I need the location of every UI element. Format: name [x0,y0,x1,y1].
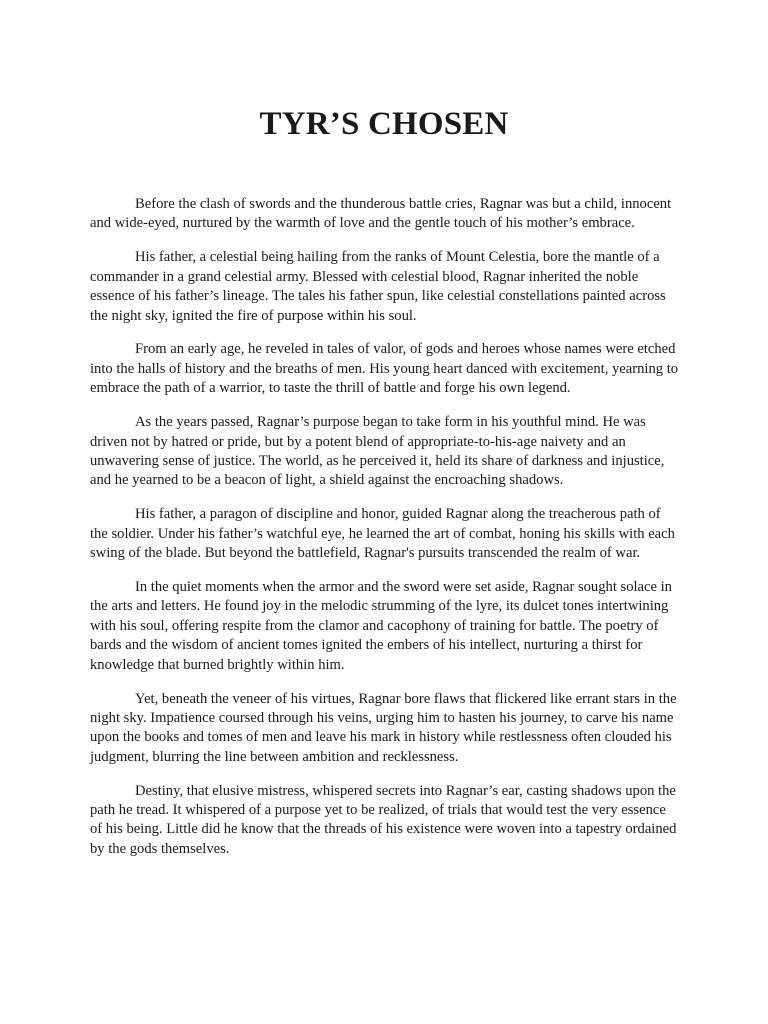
paragraph-5: His father, a paragon of discipline and honor, guided Ragnar along the treacherous path of the soldier. Under his father’s watchful eye, he learned the art of combat, honing his skills with each swing of the blade. But beyond the battlefield, Ragnar's pursuits transcended the realm of war. [90,506,675,562]
document-body [90,195,680,874]
paragraph-4: As the years passed, Ragnar’s purpose began to take form in his youthful mind. He was driven not by hatred or pride, but by a potent blend of appropriate-to-his-age naivety and an unwavering sense of justice. The world, as he perceived it, held its share of darkness and injustice, and he yearned to be a beacon of light, a shield against the encroaching shadows. [90,414,665,489]
document-title: TYR’S CHOSEN [259,106,509,142]
paragraph-1: Before the clash of swords and the thunderous battle cries, Ragnar was but a child, innocent and wide-eyed, nurtured by the warmth of love and the gentle touch of his mother’s embrace. [90,196,672,232]
paragraph-7: Yet, beneath the veneer of his virtues, Ragnar bore flaws that flickered like errant stars in the night sky. Impatience coursed through his veins, urging him to hasten his journey, to carve his name upon the books and tomes of men and leave his mark in history while restlessness often clouded his judgment, blurring the line between ambition and recklessness. [90,690,677,765]
paragraph-6: In the quiet moments when the armor and the sword were set aside, Ragnar sought solace in the arts and letters. He found joy in the melodic strumming of the lyre, its dulcet tones intertwining with his soul, offering respite from the clamor and cacophony of training for battle. The poetry of bards and the wisdom of ancient tomes ignited the embers of his intellect, nurturing a thirst for knowledge that burned brightly within him. [90,579,672,673]
paragraph-2: His father, a celestial being hailing from the ranks of Mount Celestia, bore the mantle of a commander in a grand celestial army. Blessed with celestial blood, Ragnar inherited the noble essence of his father’s lineage. The tales his father spun, like celestial constellations painted across the night sky, ignited the fire of purpose within his soul. [90,249,666,324]
paragraph-3: From an early age, he reveled in tales of valor, of gods and heroes whose names were etched into the halls of history and the breaths of men. His young heart danced with excitement, yearning to embrace the path of a warrior, to taste the thrill of battle and forge his own legend. [90,341,679,397]
paragraph-8: Destiny, that elusive mistress, whispered secrets into Ragnar’s ear, casting shadows upon the path he tread. It whispered of a purpose yet to be realized, of trials that would test the very essence of his being. Little did he know that the threads of his existence were woven into a tapestry ordained by the gods themselves. [90,782,677,857]
